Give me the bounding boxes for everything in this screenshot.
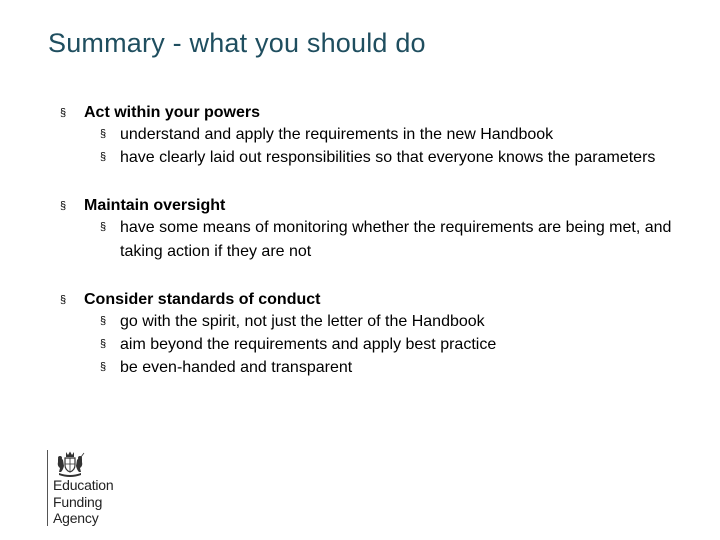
logo-text — [53, 477, 113, 527]
bullet-icon: § — [100, 151, 107, 163]
section-act-within-powers — [60, 102, 680, 170]
bullet-content — [60, 102, 680, 405]
bullet-icon: § — [100, 315, 107, 327]
list-item-text: go with the spirit, not just the letter of the Handbook — [120, 313, 485, 330]
bullet-icon: § — [60, 294, 67, 306]
section-heading-text: Act within your powers — [84, 104, 261, 121]
bullet-icon: § — [100, 221, 107, 233]
section-heading-text: Consider standards of conduct — [84, 291, 321, 308]
logo-line: Funding — [53, 493, 103, 510]
royal-crest-icon — [53, 450, 87, 478]
list-item-text: understand and apply the requirements in the new Handbook — [120, 126, 554, 143]
bullet-icon: § — [100, 338, 107, 350]
page-title: Summary - what you should do — [48, 28, 426, 58]
logo-divider — [47, 450, 48, 526]
section-heading — [60, 102, 680, 124]
section-heading-text: Maintain oversight — [84, 197, 226, 214]
list-item — [60, 356, 680, 380]
section-maintain-oversight — [60, 195, 680, 264]
list-item — [60, 123, 680, 147]
list-item — [60, 333, 680, 357]
logo-line: Education — [53, 477, 114, 493]
section-heading — [60, 289, 680, 311]
section-heading — [60, 195, 680, 217]
bullet-icon: § — [100, 361, 107, 373]
list-item — [60, 310, 680, 334]
list-item — [60, 216, 680, 264]
bullet-icon: § — [60, 200, 67, 212]
list-item — [60, 146, 680, 170]
bullet-icon: § — [100, 128, 107, 140]
list-item-text: be even-handed and transparent — [120, 359, 353, 376]
bullet-icon: § — [60, 107, 67, 119]
list-item-text: have some means of monitoring whether the requirements are being met, and taking action if they are not — [120, 219, 672, 260]
section-standards-of-conduct — [60, 289, 680, 380]
list-item-text: have clearly laid out responsibilities so that everyone knows the parameters — [120, 149, 656, 166]
list-item-text: aim beyond the requirements and apply best practice — [120, 336, 497, 353]
logo-line: Agency — [53, 510, 99, 526]
